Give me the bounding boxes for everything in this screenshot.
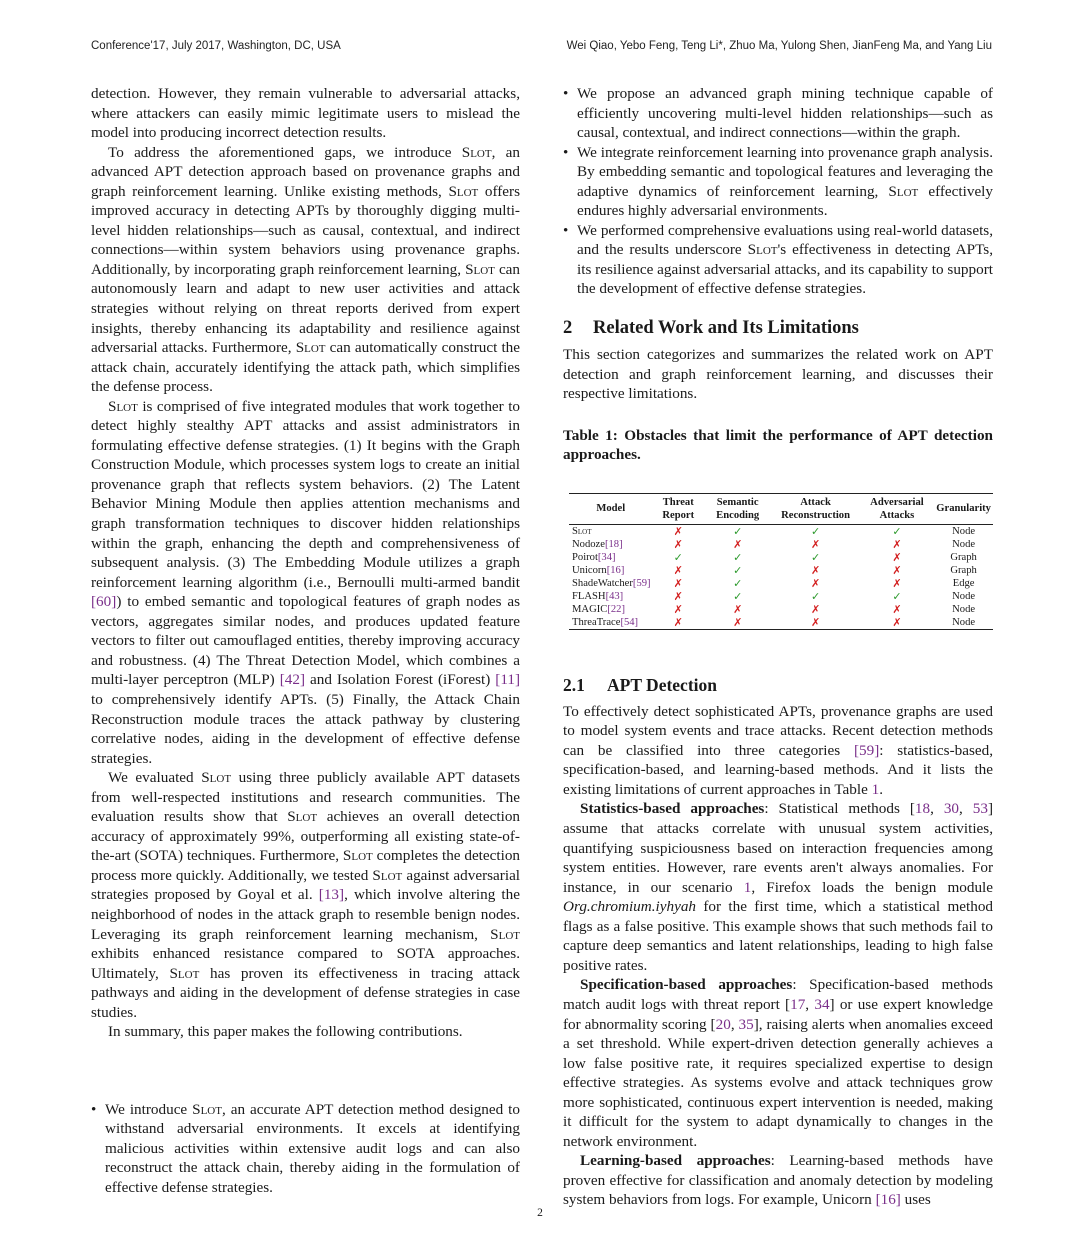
- citation-link[interactable]: [59]: [632, 577, 651, 589]
- cross-mark-icon: ✗: [892, 537, 902, 551]
- cross-mark-icon: ✗: [892, 615, 902, 629]
- check-mark-icon: ✓: [810, 589, 821, 603]
- citation-link[interactable]: 17: [790, 995, 806, 1013]
- paragraph: Learning-based approaches: Learning-based methods have proven effective for classification and anomaly detection by modeling system behaviors from logs. For example, Unicorn [16] uses: [563, 1152, 994, 1209]
- left-column: [91, 84, 520, 1198]
- citation-link[interactable]: [16]: [875, 1191, 901, 1209]
- granularity-cell: Node: [952, 525, 976, 537]
- table-row: [569, 603, 993, 616]
- citation-link[interactable]: [54]: [620, 616, 639, 628]
- citation-link[interactable]: 18: [914, 800, 931, 818]
- model-cell: ShadeWatcher[59]: [572, 577, 651, 589]
- contribution-list: [563, 84, 993, 299]
- citation-link[interactable]: [60]: [91, 593, 117, 611]
- cross-mark-icon: ✗: [673, 602, 683, 616]
- citation-link[interactable]: [18]: [604, 538, 623, 550]
- list-item: • We introduce Slot, an accurate APT detection method designed to withstand adversarial environments. It excels at identifying malicious activities within extensive audit logs and can also reconstruct the attack chain, thereby aiding in the formulation of effective defense strategies.: [91, 1100, 520, 1198]
- slot-name: Slot: [461, 143, 492, 161]
- cross-mark-icon: ✗: [810, 537, 821, 551]
- paragraph: To address the aforementioned gaps, we introduce Slot, an advanced APT detection approach based on provenance graphs and graph reinforcement learning. Unlike existing methods, Slot offers improved accuracy in detecting APTs by thoroughly digging multi-level hidden relationships—such as causal, contextual, and indirect connections—within system behaviors using provenance graphs. Additionally, by incorporating graph reinforcement learning, Slot can autonomously learn and adapt to new user activities and attack strategies without relying on threat reports derived from expert insights, thereby enhancing its adaptability and resilience against adversarial attacks. Furthermore, Slot can automatically construct the attack chain, accurately identifying the attack path, which simplifies the defense process.: [91, 143, 521, 396]
- granularity-cell: Node: [952, 590, 976, 602]
- model-cell: FLASH[43]: [572, 590, 624, 602]
- citation-link[interactable]: [16]: [606, 564, 625, 576]
- paragraph: Specification-based approaches: Specification-based methods match audit logs with threat report [17, 34] or use expert knowledge for abnormality scoring [20, 35], raising alerts when anomalies exceed a set threshold. While expert-driven detection generally achieves a low false positive rate, it requires specialized expertise to design effective strategies. As systems evolve and attack techniques grow more sophisticated, continuous expert intervention is needed, making it difficult for the system to adapt dynamically to changes in the network environment.: [563, 976, 994, 1150]
- cross-mark-icon: ✗: [673, 576, 683, 590]
- subsection-heading: 2.1 APT Detection: [563, 674, 717, 695]
- model-cell: ThreaTrace[54]: [572, 616, 639, 628]
- cross-mark-icon: ✗: [892, 563, 902, 577]
- cross-mark-icon: ✗: [810, 615, 821, 629]
- granularity-cell: Graph: [950, 551, 977, 563]
- paragraph: This section categorizes and summarizes the related work on APT detection and graph reinforcement learning, and discusses their respective limitations.: [563, 346, 993, 403]
- citation-link[interactable]: [11]: [495, 671, 521, 689]
- table-row: [569, 590, 993, 603]
- citation-link[interactable]: 34: [814, 995, 830, 1013]
- citation-link[interactable]: [59]: [853, 741, 880, 759]
- table-caption: Table 1: Obstacles that limit the performance of APT detection approaches.: [563, 426, 993, 464]
- model-cell: Unicorn[16]: [572, 564, 625, 576]
- check-mark-icon: ✓: [810, 524, 821, 538]
- citation-link[interactable]: 30: [943, 800, 960, 818]
- cross-mark-icon: ✗: [810, 576, 821, 590]
- table-row: [569, 564, 993, 577]
- cross-mark-icon: ✗: [733, 615, 743, 629]
- paragraph: In summary, this paper makes the following contributions.: [108, 1023, 463, 1041]
- citation-link[interactable]: 1: [743, 878, 752, 896]
- section-heading: 2 Related Work and Its Limitations: [563, 318, 859, 339]
- citation-link[interactable]: 35: [738, 1015, 754, 1033]
- column-header: Attack Reconstruction: [781, 496, 850, 521]
- granularity-cell: Graph: [950, 564, 977, 576]
- table-row: [569, 524, 993, 538]
- cross-mark-icon: ✗: [673, 563, 683, 577]
- check-mark-icon: ✓: [892, 524, 902, 538]
- cross-mark-icon: ✗: [810, 563, 821, 577]
- granularity-cell: Edge: [952, 577, 975, 589]
- citation-link[interactable]: [13]: [318, 886, 345, 904]
- cross-mark-icon: ✗: [673, 524, 683, 538]
- check-mark-icon: ✓: [733, 589, 743, 603]
- column-header: Granularity: [936, 503, 991, 515]
- cross-mark-icon: ✗: [673, 589, 683, 603]
- citation-link[interactable]: [42]: [279, 671, 306, 689]
- table-row: [569, 538, 993, 551]
- cross-mark-icon: ✗: [733, 537, 743, 551]
- cross-mark-icon: ✗: [892, 550, 902, 564]
- check-mark-icon: ✓: [733, 576, 743, 590]
- paragraph: Slot is comprised of five integrated modules that work together to detect highly stealthy APT attacks and assist administrators in formulating effective defense strategies. (1) It begins with the Graph Construction Module, which processes system logs to create an initial provenance graph that reflects system behaviors. (2) The Latent Behavior Mining Module then applies attention mechanisms and graph transformation techniques to discover hidden relationships within the graph, enhancing the depth and comprehensiveness of subsequent analysis. (3) The Embedding Module utilizes a graph reinforcement learning algorithm (i.e., Bernoulli multi-armed bandit [60]) to embed semantic and topological features of graph nodes as vectors, aggregates similar nodes, and produces updated feature vectors to filter out camouflaged entities, thereby improving accuracy and robustness. (4) The Threat Detection Model, which combines a multi-layer perceptron (MLP) [42] and Isolation Forest (iForest) [11] to comprehensively identify APTs. (5) Finally, the Attack Chain Reconstruction module traces the attack pathway by clustering correlative nodes, aiding in the development of effective defense strategies.: [91, 397, 521, 767]
- check-mark-icon: ✓: [733, 550, 743, 564]
- cross-mark-icon: ✗: [673, 615, 683, 629]
- check-mark-icon: ✓: [673, 550, 683, 564]
- citation-link[interactable]: 20: [715, 1015, 731, 1033]
- table-link[interactable]: 1: [871, 780, 880, 798]
- paragraph: To effectively detect sophisticated APTs, provenance graphs are used to model system events and trace attacks. Recent detection methods can be classified into three categories [59]: statistics-based, specification-based, and learning-based methods. And it lists the existing limitations of current approaches in Table 1.: [563, 702, 994, 798]
- model-cell: Poirot[34]: [572, 551, 616, 563]
- granularity-cell: Node: [952, 538, 976, 550]
- cross-mark-icon: ✗: [892, 602, 902, 616]
- check-mark-icon: ✓: [733, 563, 743, 577]
- page-number: 2: [537, 1207, 543, 1219]
- cross-mark-icon: ✗: [810, 602, 821, 616]
- list-item: • We propose an advanced graph mining technique capable of efficiently uncovering multi-level hidden relationships—such as causal, contextual, and indirect connections—within the graph.: [563, 84, 993, 143]
- table-row: [569, 577, 993, 590]
- obstacles-table: [569, 493, 993, 630]
- running-header-venue: Conference'17, July 2017, Washington, DC, USA: [91, 40, 341, 52]
- table-row: [569, 551, 993, 564]
- granularity-cell: Node: [952, 616, 976, 628]
- model-cell: Slot: [572, 525, 592, 537]
- check-mark-icon: ✓: [810, 550, 821, 564]
- cross-mark-icon: ✗: [892, 576, 902, 590]
- list-item: • We integrate reinforcement learning into provenance graph analysis. By embedding semantic and topological features and leveraging the adaptive dynamics of reinforcement learning, Slot effectively endures highly adversarial environments.: [563, 143, 993, 221]
- cross-mark-icon: ✗: [733, 602, 743, 616]
- cross-mark-icon: ✗: [673, 537, 683, 551]
- model-cell: Nodoze[18]: [572, 538, 623, 550]
- column-header: Threat Report: [662, 496, 695, 521]
- column-header: Semantic Encoding: [716, 496, 760, 521]
- citation-link[interactable]: [22]: [607, 603, 625, 615]
- check-mark-icon: ✓: [733, 524, 743, 538]
- paragraph: detection. However, they remain vulnerable to adversarial attacks, where attackers can easily mimic legitimate users to mislead the model into producing incorrect detection results.: [91, 85, 520, 142]
- citation-link[interactable]: [43]: [605, 590, 624, 602]
- table-header-row: [569, 493, 993, 524]
- contribution-list: [91, 1100, 520, 1198]
- granularity-cell: Node: [952, 603, 976, 615]
- paragraph: We evaluated Slot using three publicly available APT datasets from well-respected institutions and research communities. The evaluation results show that Slot achieves an overall detection accuracy of approximately 99%, outperforming all existing state-of-the-art (SOTA) techniques. Furthermore, Slot completes the detection process more quickly. Additionally, we tested Slot against adversarial strategies proposed by Goyal et al. [13], which involve altering the neighborhood of nodes in the attack graph to resemble benign nodes. Leveraging its graph reinforcement learning mechanism, Slot exhibits enhanced resistance compared to SOTA approaches. Ultimately, Slot has proven its effectiveness in tracing attack pathways and aiding in the development of defense strategies in case studies.: [91, 769, 521, 1021]
- paragraph: Statistics-based approaches: Statistical methods [18, 30, 53] assume that attacks correlate with unusual system activities, quantifying suspiciousness based on interaction frequencies among system entities. However, rare events aren't always anomalies. For instance, in our scenario 1, Firefox loads the benign module Org.chromium.iyhyah for the first time, which a statistical method flags as a false positive. This example shows that such methods fail to capture deep semantics and latent relationships, leading to high false positive rates.: [563, 800, 994, 974]
- table-row: [569, 616, 993, 630]
- check-mark-icon: ✓: [892, 589, 902, 603]
- right-column: [563, 84, 993, 1210]
- model-cell: MAGIC[22]: [572, 603, 625, 615]
- column-header: Adversarial Attacks: [870, 496, 924, 521]
- column-header: Model: [596, 503, 626, 515]
- running-header-authors: Wei Qiao, Yebo Feng, Teng Li*, Zhuo Ma, Yulong Shen, JianFeng Ma, and Yang Liu: [566, 40, 992, 52]
- citation-link[interactable]: 53: [972, 800, 988, 818]
- citation-link[interactable]: [34]: [597, 551, 616, 563]
- list-item: • We performed comprehensive evaluations using real-world datasets, and the results underscore Slot's effectiveness in detecting APTs, its resilience against adversarial attacks, and its capability to support the development of effective defense strategies.: [563, 221, 993, 299]
